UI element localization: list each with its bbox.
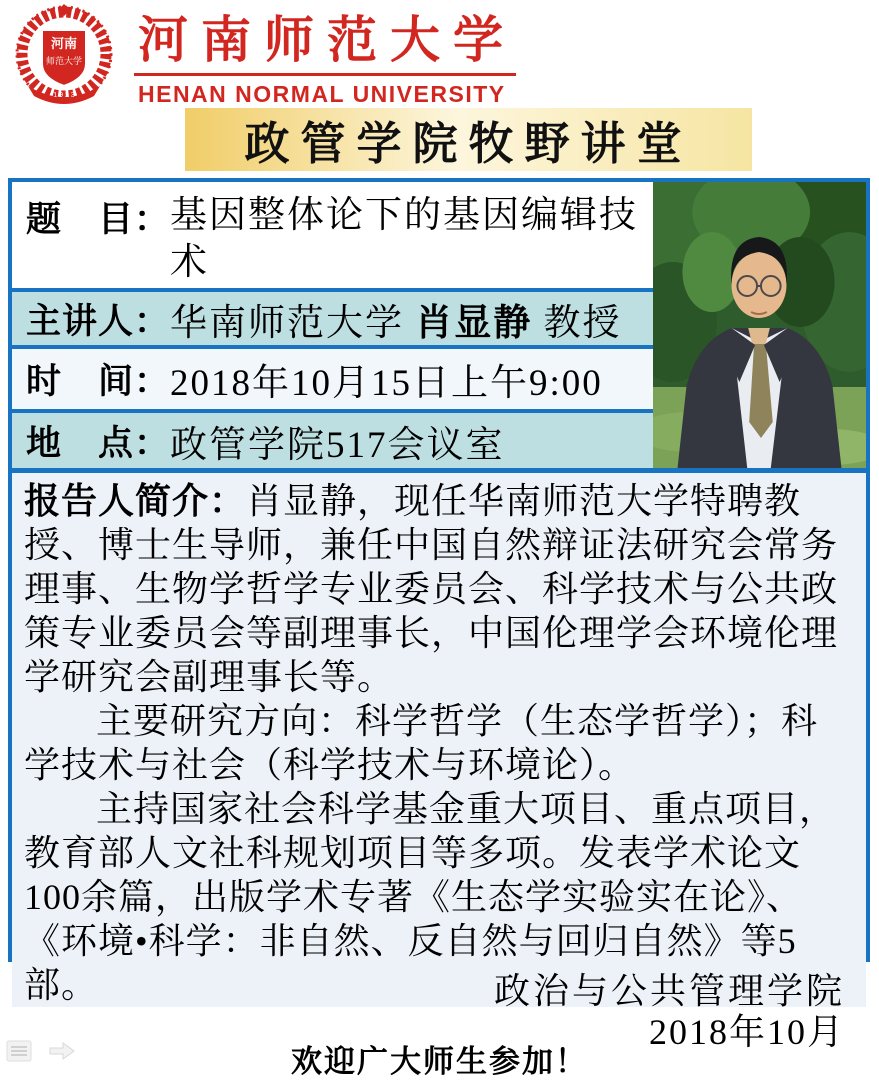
- bio-paragraph-1: [24, 479, 854, 699]
- slideshow-controls: [6, 1040, 76, 1062]
- info-area: [12, 182, 866, 468]
- welcome-message: 欢迎广大师生参加！: [291, 1044, 588, 1079]
- info-row-time: [12, 349, 653, 409]
- logo-seal-year: 1 9 2 3: [53, 92, 75, 99]
- logo-seal-line1: 河南: [50, 36, 78, 51]
- info-row-venue: [12, 413, 653, 468]
- title-value: [170, 192, 653, 288]
- logo-seal-line2: 师范大学: [45, 56, 83, 66]
- speaker-title: 教授: [532, 302, 622, 344]
- venue-value: 政管学院517会议室: [170, 424, 505, 466]
- university-logo-icon: [8, 4, 120, 108]
- speaker-photo-image: [653, 182, 866, 468]
- university-name-cn: 河南师范大学: [134, 12, 516, 76]
- bio-text-1: 肖显静，现任华南师范大学特聘教授、博士生导师，兼任中国自然辩证法研究会常务理事、生物学哲学专业委员会、科学技术与公共政策专业委员会等副理事长，中国伦理学会环境伦理学研究会副理事长等。: [24, 481, 839, 697]
- organizer: 政治与公共管理学院: [493, 971, 845, 1011]
- speaker-institution: 华南师范大学: [170, 302, 416, 344]
- speaker-value: [170, 292, 622, 345]
- bio-paragraph-2: 主要研究方向：科学哲学（生态学哲学）；科学技术与社会（科学技术与环境论）。: [24, 701, 819, 785]
- info-row-speaker: [12, 292, 653, 345]
- bio-label: 报告人简介：: [24, 480, 247, 521]
- lecture-series-banner: [185, 108, 752, 171]
- title-label: 题 目：: [26, 200, 171, 239]
- slide-menu-icon[interactable]: [6, 1040, 32, 1062]
- next-slide-arrow-icon[interactable]: [48, 1040, 76, 1062]
- lecture-series-title: 政管学院牧野讲堂: [244, 119, 693, 169]
- venue-label: 地 点：: [26, 423, 171, 463]
- speaker-name: 肖显静: [415, 301, 533, 343]
- bio-paragraph-3: 主持国家社会科学基金重大项目、重点项目，教育部人文社科规划项目等多项。发表学术论文100余篇，出版学术专著《生态学实验实在论》、《环境•科学：非自然、反自然与回归自然》等5部。: [24, 789, 837, 1005]
- info-row-title: [12, 182, 653, 288]
- info-rows: [12, 182, 653, 468]
- university-wordmark: [134, 4, 516, 108]
- time-value: 2018年10月15日上午9:00: [170, 363, 603, 404]
- speaker-label: 主讲人：: [26, 301, 171, 341]
- date: 2018年10月: [648, 1012, 845, 1052]
- speaker-photo: [653, 182, 866, 468]
- title-value-line1: 基因整体论下的基因编辑技术: [170, 195, 639, 283]
- time-label: 时 间：: [26, 362, 171, 401]
- university-name-en: HENAN NORMAL UNIVERSITY: [138, 80, 506, 107]
- speaker-bio: [12, 473, 866, 1007]
- header: [8, 4, 516, 108]
